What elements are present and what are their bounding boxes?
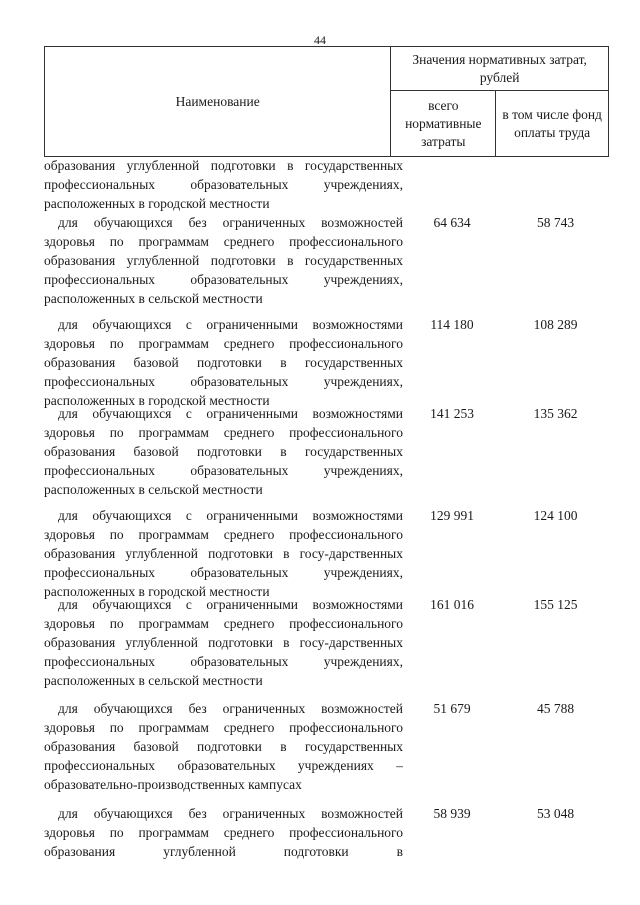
row-total-value: 114 180	[430, 317, 474, 332]
page-number: 44	[314, 33, 326, 47]
row-total-value: 51 679	[433, 701, 471, 716]
row-name: для обучающихся с ограниченными возможностями здоровья по программам среднего профессионального образования базовой подготовки в государственных профессиональных образовательных учреждениях, расположенных в сельской местности	[44, 406, 403, 497]
header-wage: в том числе фонд оплаты труда	[496, 91, 609, 157]
row-total-value: 161 016	[430, 597, 474, 612]
header-name: Наименование	[45, 47, 391, 157]
row-wage-value: 45 788	[536, 701, 575, 716]
row-name: для обучающихся с ограниченными возможностями здоровья по программам среднего профессионального образования углубленной подготовки в госу-дарственных профессиональных образовательных учреждениях, расположенных в городской местности	[44, 508, 403, 599]
row-name: для обучающихся с ограниченными возможностями здоровья по программам среднего профессионального образования базовой подготовки в государственных профессиональных образовательных учреждениях, расположенных в городской местности	[44, 317, 403, 408]
row-name: образования углубленной подготовки в государственных профессиональных образовательных учреждениях, расположенных в городской местности	[44, 158, 403, 211]
row-name: для обучающихся без ограниченных возможностей здоровья по программам среднего профессионального образования углубленной подготовки в государственных профессиональных образовательных учреждениях, расположенных в сельской местности	[44, 215, 403, 306]
row-wage-value: 135 362	[533, 406, 578, 421]
row-total-value: 58 939	[433, 806, 471, 821]
header-total: всего нормативные затраты	[391, 91, 496, 157]
row-name: для обучающихся с ограниченными возможностями здоровья по программам среднего профессионального образования углубленной подготовки в госу-дарственных профессиональных образовательных учреждениях, расположенных в сельской местности	[44, 597, 403, 688]
header-values-group: Значения нормативных затрат, рублей	[391, 47, 609, 91]
row-wage-value: 53 048	[536, 806, 575, 821]
row-name: для обучающихся без ограниченных возможностей здоровья по программам среднего профессионального образования углубленной подготовки в	[44, 806, 403, 859]
table-header	[44, 46, 609, 157]
row-wage-value: 124 100	[533, 508, 578, 523]
row-wage-value: 155 125	[533, 597, 578, 612]
row-total-value: 64 634	[433, 215, 471, 230]
row-total-value: 141 253	[430, 406, 474, 421]
row-name: для обучающихся без ограниченных возможностей здоровья по программам среднего профессионального образования базовой подготовки в государственных профессиональных образовательных учреждениях – образовательно-производственных кампусах	[44, 701, 403, 792]
row-wage-value: 58 743	[536, 215, 575, 230]
row-total-value: 129 991	[430, 508, 474, 523]
row-wage-value: 108 289	[533, 317, 578, 332]
